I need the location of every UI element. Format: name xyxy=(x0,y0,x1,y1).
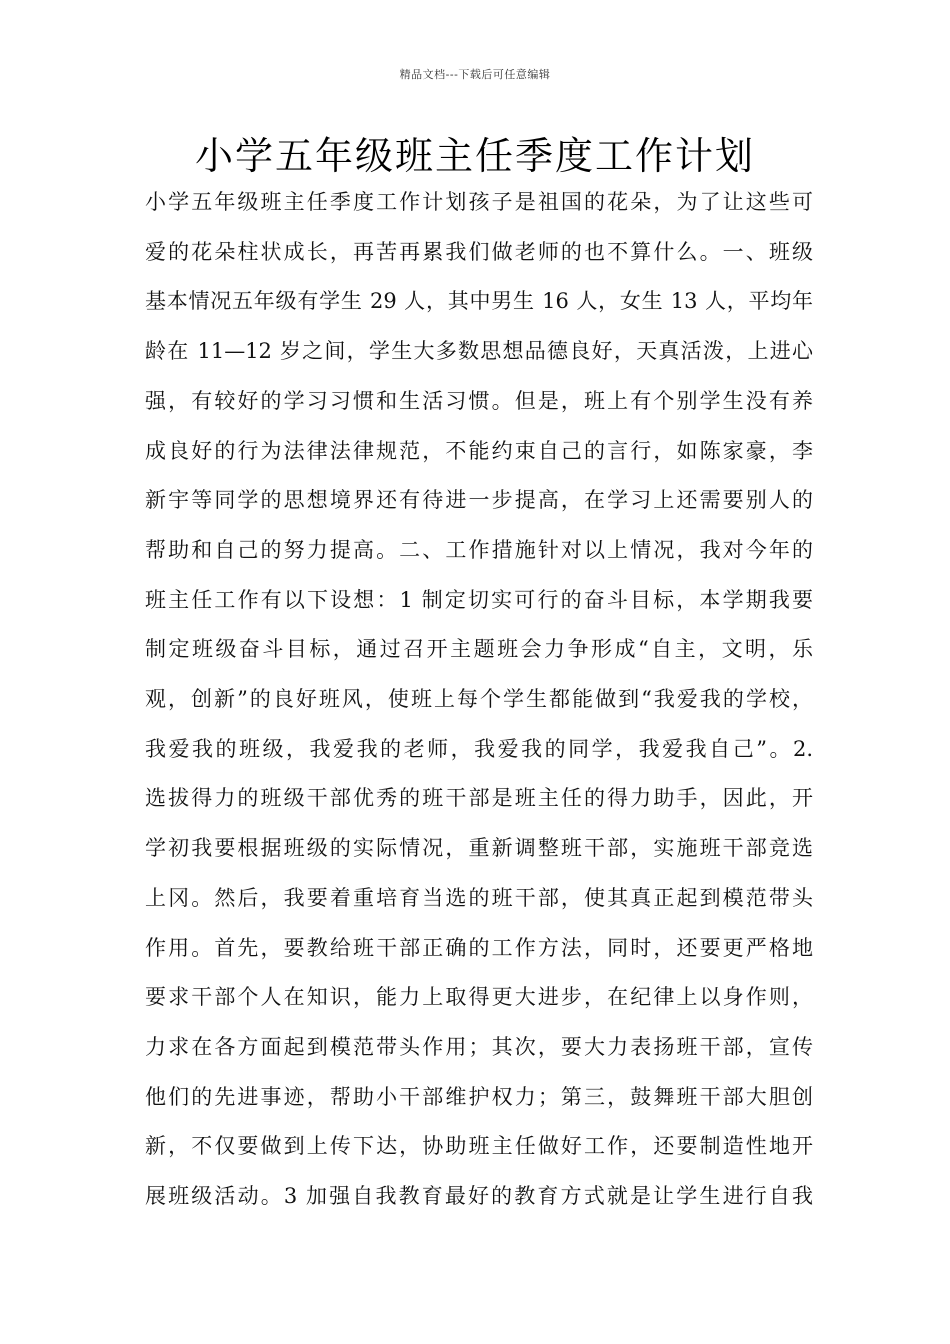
body-line: 制定班级奋斗目标，通过召开主题班会力争形成“自主，文明，乐 xyxy=(145,637,813,662)
body-line: 展班级活动。3 加强自我教育最好的教育方式就是让学生进行自我 xyxy=(145,1184,813,1209)
body-line: 学初我要根据班级的实际情况，重新调整班干部，实施班干部竞选 xyxy=(145,836,813,861)
body-line: 观，创新”的良好班风，使班上每个学生都能做到“我爱我的学校， xyxy=(145,687,813,712)
document-title: 小学五年级班主任季度工作计划 xyxy=(194,134,755,178)
body-line: 强，有较好的学习习惯和生活习惯。但是，班上有个别学生没有养 xyxy=(145,388,813,413)
document-body xyxy=(145,178,813,1222)
body-line: 基本情况五年级有学生 29 人，其中男生 16 人，女生 13 人，平均年 xyxy=(145,289,813,314)
body-line: 新宇等同学的思想境界还有待进一步提高，在学习上还需要别人的 xyxy=(145,488,813,513)
body-line: 帮助和自己的努力提高。二、工作措施针对以上情况，我对今年的 xyxy=(145,537,813,562)
body-line: 作用。首先，要教给班干部正确的工作方法，同时，还要更严格地 xyxy=(145,935,813,960)
body-line: 上冈。然后，我要着重培育当选的班干部，使其真正起到模范带头 xyxy=(145,885,813,910)
body-line: 力求在各方面起到模范带头作用；其次，要大力表扬班干部，宣传 xyxy=(145,1034,813,1059)
body-line: 选拔得力的班级干部优秀的班干部是班主任的得力助手，因此，开 xyxy=(145,786,813,811)
body-line: 龄在 11—12 岁之间，学生大多数思想品德良好，天真活泼，上进心 xyxy=(145,339,813,364)
body-line: 成良好的行为法律法律规范，不能约束自己的言行，如陈家豪，李 xyxy=(145,438,813,463)
body-line: 小学五年级班主任季度工作计划孩子是祖国的花朵，为了让这些可 xyxy=(145,190,813,214)
body-line: 班主任工作有以下设想：1 制定切实可行的奋斗目标，本学期我要 xyxy=(145,587,813,612)
body-line: 他们的先进事迹，帮助小干部维护权力；第三，鼓舞班干部大胆创 xyxy=(145,1084,813,1109)
body-line: 要求干部个人在知识，能力上取得更大进步，在纪律上以身作则， xyxy=(145,985,813,1010)
body-line: 新，不仅要做到上传下达，协助班主任做好工作，还要制造性地开 xyxy=(145,1134,813,1159)
header-note: 精品文档---下载后可任意编辑 xyxy=(399,68,551,81)
body-line: 我爱我的班级，我爱我的老师，我爱我的同学，我爱我自己”。2. xyxy=(145,736,813,761)
body-line: 爱的花朵柱状成长，再苦再累我们做老师的也不算什么。一、班级 xyxy=(145,239,813,264)
